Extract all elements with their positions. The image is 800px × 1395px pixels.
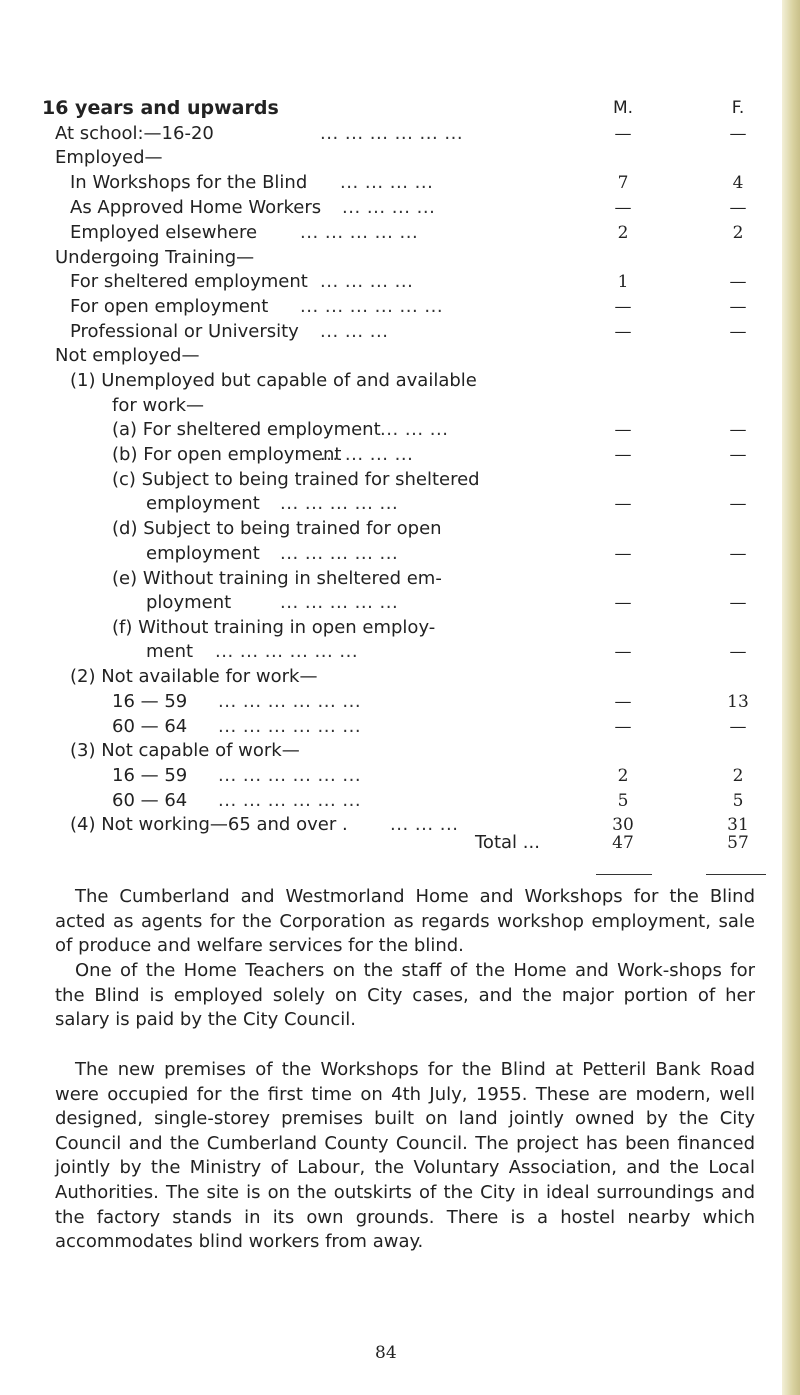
row-label: (b) For open employment	[112, 444, 342, 465]
paragraph-3: The new premises of the Workshops for the Blind at Petteril Bank Road were occupied for the first time on 4th July, 1955. These are modern, well designed, single-storey premises built on land jointly owned by the City Council and the Cumberland County Council. The project has been financed jointly by the Ministry of Labour, the Voluntary Association, and the Local Authorities. The site is on the outskirts of the City in ideal surroundings and the factory stands in its own grounds. There is a hostel nearby which accommodates blind workers from away.	[55, 1059, 755, 1253]
leader-dots: ... ... ... ... ... ...	[218, 716, 362, 737]
row-label: (d) Subject to being trained for open	[112, 518, 442, 539]
leader-dots: ... ... ... ... ... ...	[320, 123, 464, 144]
value-m: 7	[617, 173, 629, 193]
paragraph-2: One of the Home Teachers on the staff of the Home and Work-shops for the Blind is employed solely on City cases, and the major portion of her salary is paid by the City Council.	[55, 960, 755, 1031]
leader-dots: ... ... ... ...	[320, 271, 414, 292]
value-f: —	[729, 717, 747, 737]
column-header-f: F.	[731, 98, 745, 118]
leader-dots: ... ... ...	[390, 814, 459, 835]
value-m: —	[614, 717, 632, 737]
leader-dots: ... ... ... ... ... ...	[215, 641, 359, 662]
value-f: —	[729, 420, 747, 440]
row-label: (3) Not capable of work—	[70, 740, 300, 761]
row-label: Employed—	[55, 147, 163, 168]
row-label: (2) Not available for work—	[70, 666, 318, 687]
value-f: —	[729, 124, 747, 144]
table-row	[0, 443, 780, 467]
row-label: Professional or University	[70, 321, 299, 342]
leader-dots: ... ... ... ... ...	[280, 592, 399, 613]
table-row	[0, 146, 780, 170]
value-f: 2	[732, 766, 744, 786]
paragraph-1: The Cumberland and Westmorland Home and Workshops for the Blind acted as agents for the Corporation as regards workshop employment, sale of produce and welfare services for the blind.	[55, 886, 755, 957]
row-label: As Approved Home Workers	[70, 197, 322, 218]
row-label: (1) Unemployed but capable of and available	[70, 370, 477, 391]
table-row	[0, 196, 780, 220]
value-f: —	[729, 593, 747, 613]
table-row	[0, 542, 780, 566]
value-m: —	[614, 297, 632, 317]
leader-dots: ... ... ...	[320, 321, 389, 342]
value-f: 13	[727, 692, 749, 712]
table-row	[0, 344, 780, 368]
table-row	[0, 690, 780, 714]
table-row	[0, 270, 780, 294]
total-row	[0, 831, 780, 855]
table-heading: 16 years and upwards	[42, 97, 279, 119]
page-number: 84	[375, 1343, 397, 1363]
value-f: —	[729, 494, 747, 514]
row-label: 60 — 64	[112, 716, 188, 737]
row-label: (f) Without training in open employ-	[112, 617, 436, 638]
row-label: (e) Without training in sheltered em-	[112, 568, 442, 589]
leader-dots: ... ... ... ... ... ...	[218, 691, 362, 712]
row-label: 16 — 59	[112, 691, 188, 712]
table-row	[0, 764, 780, 788]
value-m: —	[614, 445, 632, 465]
value-m: —	[614, 544, 632, 564]
value-f: —	[729, 322, 747, 342]
table-row	[0, 171, 780, 195]
row-label: At school:—16-20	[55, 123, 214, 144]
value-f: —	[729, 297, 747, 317]
table-row	[0, 517, 780, 541]
leader-dots: ... ... ... ... ... ...	[300, 296, 444, 317]
table-row	[0, 715, 780, 739]
value-m: —	[614, 322, 632, 342]
row-label: for work—	[112, 395, 205, 416]
value-f: —	[729, 642, 747, 662]
value-m: —	[614, 692, 632, 712]
row-label: ployment	[146, 592, 232, 613]
value-f: —	[729, 198, 747, 218]
table-row	[0, 122, 780, 146]
table-row	[0, 739, 780, 763]
row-label: In Workshops for the Blind	[70, 172, 308, 193]
row-label: ment	[146, 641, 194, 662]
table-row	[0, 246, 780, 270]
value-m: —	[614, 593, 632, 613]
value-m: —	[614, 198, 632, 218]
row-label: (a) For sheltered employment	[112, 419, 381, 440]
leader-dots: ... ... ... ...	[342, 197, 436, 218]
row-label: Undergoing Training—	[55, 247, 255, 268]
row-label: Employed elsewhere	[70, 222, 258, 243]
value-m: 2	[617, 766, 629, 786]
total-rule-m	[596, 874, 652, 875]
row-label: For open employment	[70, 296, 269, 317]
table-row	[0, 468, 780, 492]
total-rule-f	[706, 874, 766, 875]
table-row	[0, 320, 780, 344]
leader-dots: ... ... ... ... ...	[280, 493, 399, 514]
value-m: 2	[617, 223, 629, 243]
row-label: (4) Not working—65 and over .	[70, 814, 348, 835]
row-label: (c) Subject to being trained for sheltered	[112, 469, 480, 490]
leader-dots: ... ... ... ... ... ...	[218, 765, 362, 786]
table-row	[0, 295, 780, 319]
table-row	[0, 591, 780, 615]
value-f: —	[729, 272, 747, 292]
total-f: 57	[727, 833, 749, 853]
table-row	[0, 369, 780, 393]
row-label: employment	[146, 493, 260, 514]
table-row	[0, 616, 780, 640]
row-label: 60 — 64	[112, 790, 188, 811]
total-label: Total ...	[475, 832, 540, 853]
leader-dots: ... ... ...	[380, 419, 449, 440]
value-m: —	[614, 494, 632, 514]
value-m: 30	[612, 815, 634, 835]
value-f: 5	[732, 791, 744, 811]
table-row	[0, 221, 780, 245]
value-m: —	[614, 420, 632, 440]
table-row	[0, 640, 780, 664]
leader-dots: ... ... ... ... ...	[300, 222, 419, 243]
table-row	[0, 567, 780, 591]
column-header-m: M.	[612, 98, 634, 118]
leader-dots: ... ... ... ... ...	[280, 543, 399, 564]
row-label: employment	[146, 543, 260, 564]
value-f: 4	[732, 173, 744, 193]
leader-dots: ... ... ... ...	[320, 444, 414, 465]
table-row	[0, 418, 780, 442]
table-row	[0, 789, 780, 813]
total-m: 47	[612, 833, 634, 853]
leader-dots: ... ... ... ...	[340, 172, 434, 193]
value-f: 31	[727, 815, 749, 835]
page-edge	[782, 0, 800, 1395]
value-f: 2	[732, 223, 744, 243]
leader-dots: ... ... ... ... ... ...	[218, 790, 362, 811]
row-label: For sheltered employment	[70, 271, 308, 292]
value-f: —	[729, 445, 747, 465]
value-f: —	[729, 544, 747, 564]
table-row	[0, 492, 780, 516]
value-m: —	[614, 124, 632, 144]
value-m: 5	[617, 791, 629, 811]
table-row	[0, 394, 780, 418]
table-heading-row	[0, 96, 780, 120]
value-m: —	[614, 642, 632, 662]
value-m: 1	[617, 272, 629, 292]
row-label: Not employed—	[55, 345, 200, 366]
row-label: 16 — 59	[112, 765, 188, 786]
table-row	[0, 665, 780, 689]
